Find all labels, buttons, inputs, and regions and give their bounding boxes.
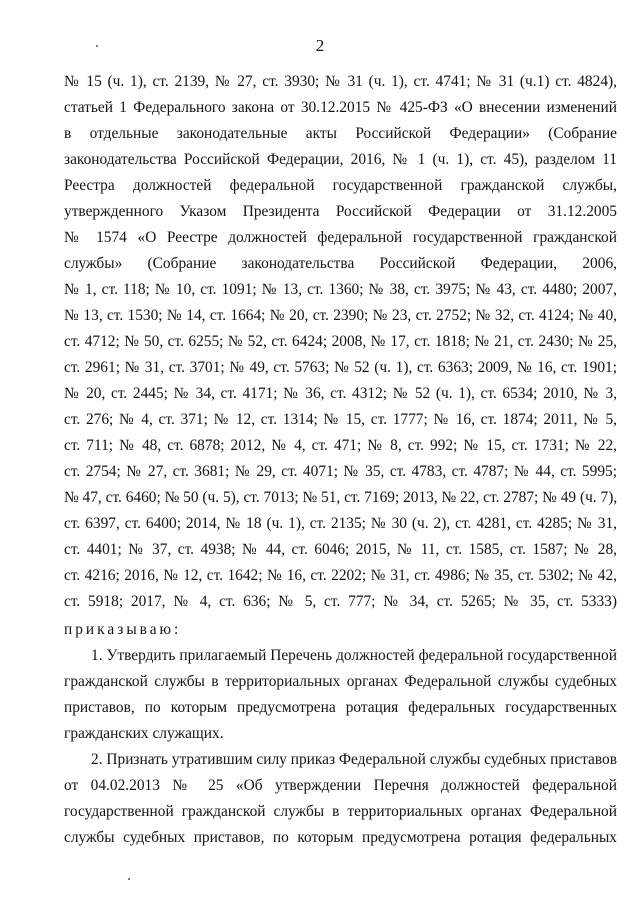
item-2-line: 2. Признать утратившим силу приказ Федеральной службы судебных приставов: [91, 751, 617, 768]
order-word: приказываю:: [64, 621, 182, 638]
text-line: ст. 2961; № 31, ст. 3701; № 49, ст. 5763; № 52 (ч. 1), ст. 6363; 2009, № 16, ст. 1901;: [64, 359, 617, 376]
text-line: ст. 276; № 4, ст. 371; № 12, ст. 1314; № 15, ст. 1777; № 16, ст. 1874; 2011, № 5,: [64, 411, 617, 428]
text-line: ст. 6397, ст. 6400; 2014, № 18 (ч. 1), ст. 2135; № 30 (ч. 2), ст. 4281, ст. 4285; № 31,: [64, 515, 617, 532]
scan-speck: [128, 878, 130, 880]
item-1-line: гражданских служащих.: [64, 725, 224, 742]
text-line: ст. 4401; № 37, ст. 4938; № 44, ст. 6046; 2015, № 11, ст. 1585, ст. 1587; № 28,: [64, 541, 617, 558]
text-line: ст. 4216; 2016, № 12, ст. 1642; № 16, ст. 2202; № 31, ст. 4986; № 35, ст. 5302; № 42,: [64, 567, 617, 584]
text-line: утвержденного Указом Президента Российской Федерации от 31.12.2005: [64, 203, 617, 220]
text-line: статьей 1 Федерального закона от 30.12.2015 № 425-ФЗ «О внесении изменений: [64, 99, 617, 116]
item-2-line: от 04.02.2013 № 25 «Об утверждении Перечня должностей федеральной: [64, 777, 617, 794]
text-line: ст. 711; № 48, ст. 6878; 2012, № 4, ст. 471; № 8, ст. 992; № 15, ст. 1731; № 22,: [64, 437, 617, 454]
text-line: Реестра должностей федеральной государственной гражданской службы,: [64, 177, 617, 194]
text-line: № 20, ст. 2445; № 34, ст. 4171; № 36, ст. 4312; № 52 (ч. 1), ст. 6534; 2010, № 3,: [64, 385, 617, 402]
text-line: службы» (Собрание законодательства Российской Федерации, 2006,: [64, 255, 617, 272]
page-number: 2: [315, 36, 325, 55]
text-line: ст. 5918; 2017, № 4, ст. 636; № 5, ст. 777; № 34, ст. 5265; № 35, ст. 5333): [64, 593, 617, 610]
item-1-line: приставов, по которым предусмотрена ротация федеральных государственных: [64, 699, 617, 716]
text-line: № 1, ст. 118; № 10, ст. 1091; № 13, ст. 1360; № 38, ст. 3975; № 43, ст. 4480; 2007,: [64, 281, 617, 298]
text-line: ст. 2754; № 27, ст. 3681; № 29, ст. 4071; № 35, ст. 4783, ст. 4787; № 44, ст. 5995;: [64, 463, 617, 480]
text-line: № 47, ст. 6460; № 50 (ч. 5), ст. 7013; № 51, ст. 7169; 2013, № 22, ст. 2787; № 49 (ч. 7),: [64, 489, 617, 506]
item-2-line: службы судебных приставов, по которым предусмотрена ротация федеральных: [64, 829, 617, 846]
text-line: ст. 4712; № 50, ст. 6255; № 52, ст. 6424; 2008, № 17, ст. 1818; № 21, ст. 2430; № 25,: [64, 333, 617, 350]
text-line: № 13, ст. 1530; № 14, ст. 1664; № 20, ст. 2390; № 23, ст. 2752; № 32, ст. 4124; № 40,: [64, 307, 617, 324]
text-line: законодательства Российской Федерации, 2016, № 1 (ч. 1), ст. 45), разделом 11: [64, 151, 617, 168]
item-1-line: 1. Утвердить прилагаемый Перечень должностей федеральной государственной: [91, 647, 617, 664]
text-line: № 15 (ч. 1), ст. 2139, № 27, ст. 3930; № 31 (ч. 1), ст. 4741; № 31 (ч.1) ст. 4824),: [64, 73, 617, 90]
document-body: [64, 69, 617, 851]
item-2-line: государственной гражданской службы в территориальных органах Федеральной: [64, 803, 617, 820]
item-1-line: гражданской службы в территориальных органах Федеральной службы судебных: [64, 673, 617, 690]
text-line: в отдельные законодательные акты Российской Федерации» (Собрание: [64, 125, 617, 142]
text-line: № 1574 «О Реестре должностей федеральной государственной гражданской: [64, 229, 617, 246]
